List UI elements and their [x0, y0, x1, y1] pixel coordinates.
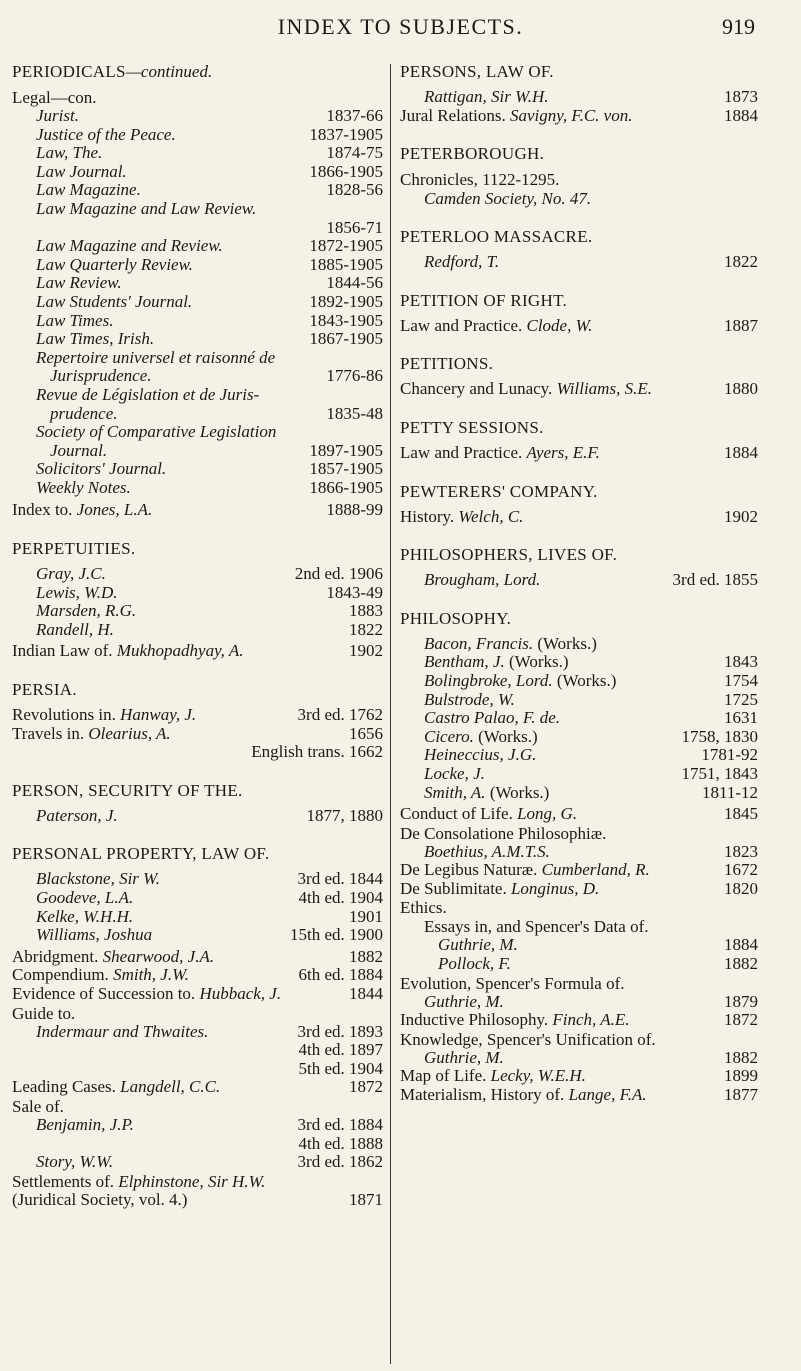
philosophy-work-entry: Smith, A. (Works.) 1811-12 [424, 782, 758, 802]
knowledge-label: Knowledge, Spencer's Unification of. [400, 1029, 656, 1049]
philosophy-work-entry: Bacon, Francis. (Works.) [424, 633, 597, 653]
ethics-label: Ethics. [400, 898, 447, 918]
philosophy-work-entry: Bulstrode, W. 1725 [424, 689, 758, 709]
page-title: INDEX TO SUBJECTS. [277, 14, 524, 39]
consolatione-entry: Boethius, A.M.T.S. 1823 [424, 841, 758, 861]
leading-cases-entry: Leading Cases. Langdell, C.C. 1872 [12, 1077, 383, 1097]
periodical-entry: Weekly Notes. 1866-1905 [36, 477, 383, 497]
personal-property-list [12, 870, 383, 944]
page-number: 919 [722, 14, 755, 39]
heading-petition-right: PETITION OF RIGHT. [400, 290, 568, 310]
heading-peterborough: PETERBOROUGH. [400, 144, 545, 164]
perpetuities-entry: Gray, J.C. 2nd ed. 1906 [36, 564, 383, 584]
philosophers-entry: Brougham, Lord. 3rd ed. 1855 [424, 570, 758, 590]
periodical-entry: Jurisprudence. 1776-86 [50, 366, 383, 386]
persia-travels: Travels in. Olearius, A. 1656 [12, 723, 383, 743]
philosophy-work-entry: Locke, J. 1751, 1843 [424, 763, 758, 783]
periodical-entry: Justice of the Peace. 1837-1905 [36, 124, 383, 144]
settlements-entry: Settlements of. Elphinstone, Sir H.W. [12, 1171, 266, 1191]
materialism-entry: Materialism, History of. Lange, F.A. 1877 [400, 1085, 758, 1105]
periodical-entry: Law Times. 1843-1905 [36, 310, 383, 330]
heading-persia: PERSIA. [12, 680, 77, 700]
abridgment-entry: Abridgment. Shearwood, J.A. 1882 [12, 946, 383, 966]
periodical-entry: Jurist. 1837-66 [36, 106, 383, 125]
column-divider [390, 64, 391, 1364]
legibus-entry: De Legibus Naturæ. Cumberland, R. 1672 [400, 860, 758, 880]
heading-person-security: PERSON, SECURITY OF THE. [12, 780, 243, 800]
persia-travels-note: English trans. 1662 [251, 742, 383, 762]
periodical-entry: Revue de Législation et de Juris- [36, 384, 260, 404]
consolatione-label: De Consolatione Philosophiæ. [400, 823, 607, 843]
persia-revolutions: Revolutions in. Hanway, J. 3rd ed. 1762 [12, 705, 383, 725]
periodical-entry: Repertoire universel et raisonné de [36, 347, 276, 367]
petition-entry: Law and Practice. Clode, W. 1887 [400, 315, 758, 335]
personal-property-entry: Williams, Joshua 15th ed. 1900 [36, 925, 383, 945]
periodical-entry: Law Magazine. 1828-56 [36, 180, 383, 200]
periodical-entry: 1856-71 [326, 217, 383, 237]
ethics-guthrie: Guthrie, M. 1884 [438, 935, 758, 955]
map-entry: Map of Life. Lecky, W.E.H. 1899 [400, 1066, 758, 1086]
periodical-entry: Law, The. 1874-75 [36, 143, 383, 163]
periodical-entry: Law Magazine and Law Review. [36, 198, 257, 218]
personal-property-entry: Goodeve, L.A. 4th ed. 1904 [36, 888, 383, 907]
heading-peterloo: PETERLOO MASSACRE. [400, 227, 593, 247]
sale-benjamin: Benjamin, J.P. 3rd ed. 1884 [36, 1114, 383, 1134]
heading-petty-sessions: PETTY SESSIONS. [400, 417, 544, 437]
knowledge-entry: Guthrie, M. 1882 [424, 1047, 758, 1067]
guide-entry: Indermaur and Thwaites. 3rd ed. 1893 [36, 1021, 383, 1041]
pewterers-entry: History. Welch, C. 1902 [400, 506, 758, 526]
compendium-entry: Compendium. Smith, J.W. 6th ed. 1884 [12, 965, 383, 985]
sublimitate-entry: De Sublimitate. Longinus, D. 1820 [400, 878, 758, 898]
heading-persons-law: PERSONS, LAW OF. [400, 62, 554, 81]
periodicals-index: Index to. Jones, L.A. 1888-99 [12, 500, 383, 520]
conduct-entry: Conduct of Life. Long, G. 1845 [400, 804, 758, 824]
personal-property-entry: Kelke, W.H.H. 1901 [36, 906, 383, 926]
philosophy-work-entry: Cicero. (Works.) 1758, 1830 [424, 726, 758, 746]
periodical-entry: Journal. 1897-1905 [50, 440, 383, 460]
ethics-sub: Essays in, and Spencer's Data of. [424, 917, 649, 937]
philosophy-work-entry: Bolingbroke, Lord. (Works.) 1754 [424, 670, 758, 690]
perpetuities-entry: Marsden, R.G. 1883 [36, 601, 383, 621]
settlements-note: (Juridical Society, vol. 4.) 1871 [12, 1189, 383, 1209]
ethics-pollock: Pollock, F. 1882 [438, 954, 758, 974]
periodical-entry: Society of Comparative Legislation [36, 422, 277, 442]
peterloo-entry: Redford, T. 1822 [424, 252, 758, 272]
heading-pewterers: PEWTERERS' COMPANY. [400, 481, 598, 501]
philosophy-work-entry: Castro Palao, F. de. 1631 [424, 708, 758, 728]
periodical-entry: Law Quarterly Review. 1885-1905 [36, 254, 383, 274]
periodical-entry: Law Students' Journal. 1892-1905 [36, 291, 383, 311]
person-security-entry: Paterson, J. 1877, 1880 [36, 805, 383, 825]
sale-story: Story, W.W. 3rd ed. 1862 [36, 1152, 383, 1172]
heading-perpetuities: PERPETUITIES. [12, 539, 136, 559]
petty-entry: Law and Practice. Ayers, E.F. 1884 [400, 442, 758, 462]
periodical-entry: Law Journal. 1866-1905 [36, 161, 383, 181]
indian-law-entry: Indian Law of. Mukhopadhyay, A. 1902 [12, 641, 383, 661]
heading-periodicals: PERIODICALS—continued. [12, 62, 213, 81]
inductive-entry: Inductive Philosophy. Finch, A.E. 1872 [400, 1010, 758, 1030]
philosophy-work-entry: Bentham, J. (Works.) 1843 [424, 652, 758, 672]
sale-benjamin-year-2: 4th ed. 1888 [298, 1133, 383, 1153]
heading-philosophy: PHILOSOPHY. [400, 608, 512, 628]
peterborough-source: Camden Society, No. 47. [424, 189, 592, 209]
periodical-entry: Law Times, Irish. 1867-1905 [36, 329, 383, 349]
periodical-entry: prudence. 1835-48 [50, 403, 383, 423]
persons-entry: Rattigan, Sir W.H. 1873 [424, 87, 758, 106]
periodicals-list [12, 107, 383, 497]
jural-entry: Jural Relations. Savigny, F.C. von. 1884 [400, 105, 758, 125]
personal-property-entry: Blackstone, Sir W. 3rd ed. 1844 [36, 869, 383, 889]
periodical-entry: Solicitors' Journal. 1857-1905 [36, 459, 383, 479]
sale-label: Sale of. [12, 1096, 64, 1116]
petitions-entry: Chancery and Lunacy. Williams, S.E. 1880 [400, 379, 758, 399]
philosophy-works-list [400, 635, 758, 802]
guide-year-2: 4th ed. 1897 [298, 1040, 383, 1060]
heading-philosophers: PHILOSOPHERS, LIVES OF. [400, 545, 618, 565]
perpetuities-entry: Lewis, W.D. 1843-49 [36, 582, 383, 602]
heading-petitions: PETITIONS. [400, 354, 494, 374]
guide-label: Guide to. [12, 1003, 76, 1023]
evidence-entry: Evidence of Succession to. Hubback, J. 1844 [12, 983, 383, 1003]
guide-year-3: 5th ed. 1904 [298, 1058, 383, 1078]
right-column [400, 62, 758, 1105]
left-column [12, 62, 383, 1209]
evolution-label: Evolution, Spencer's Formula of. [400, 973, 625, 993]
periodical-entry: Law Review. 1844-56 [36, 273, 383, 293]
periodical-entry: Law Magazine and Review. 1872-1905 [36, 236, 383, 256]
evolution-entry: Guthrie, M. 1879 [424, 991, 758, 1011]
perpetuities-entry: Randell, H. 1822 [36, 619, 383, 639]
legal-label: Legal—con. [12, 88, 97, 107]
philosophy-work-entry: Heineccius, J.G. 1781-92 [424, 745, 758, 765]
heading-personal-property: PERSONAL PROPERTY, LAW OF. [12, 844, 270, 864]
peterborough-label: Chronicles, 1122-1295. [400, 170, 560, 190]
perpetuities-list [12, 565, 383, 639]
